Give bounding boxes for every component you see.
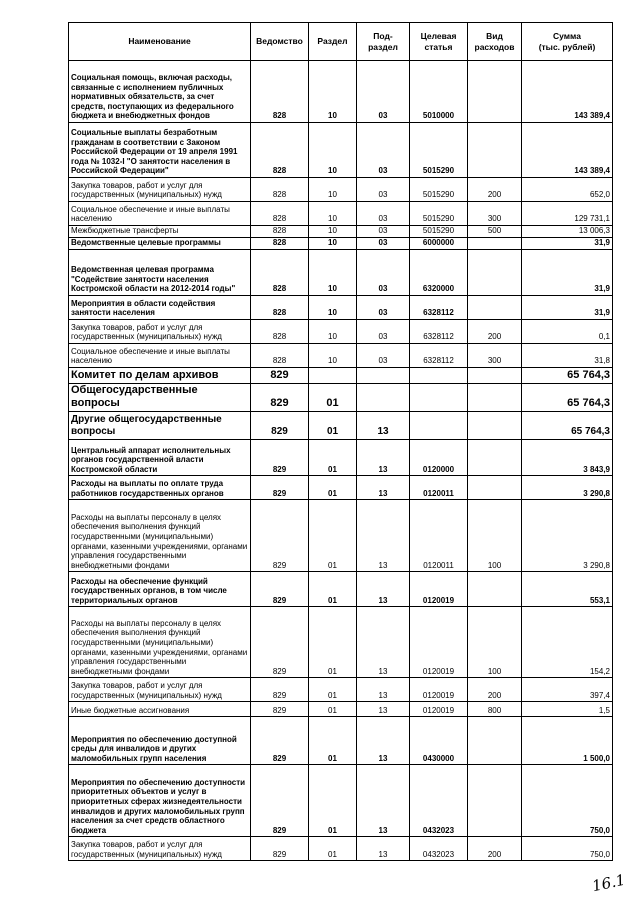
cell-name: Расходы на выплаты персоналу в целях обеспечения выполнения функций государственными (муниципальными) органами, казенными учреждениями, органами управления государственными внебюджетными фондами [69,607,251,678]
table-row [69,837,613,861]
cell-expense-type [468,296,522,320]
cell-expense-type: 300 [468,202,522,226]
cell-name: Мероприятия в области содействия занятости населения [69,296,251,320]
cell-amount: 750,0 [522,765,613,837]
table-row [69,368,613,384]
cell-subsection: 03 [357,296,410,320]
cell-subsection: 13 [357,572,410,607]
cell-subsection: 03 [357,250,410,296]
cell-expense-type [468,61,522,123]
cell-name: Мероприятия по обеспечению доступной среды для инвалидов и других маломобильных групп населения [69,717,251,765]
cell-subsection: 13 [357,702,410,717]
table-body [69,61,613,861]
cell-amount: 129 731,1 [522,202,613,226]
table-row [69,123,613,178]
cell-expense-type [468,384,522,412]
page-mark: 16.1 [590,870,627,896]
cell-amount: 65 764,3 [522,384,613,412]
cell-section: 10 [309,61,357,123]
cell-name: Социальная помощь, включая расходы, связанные с исполнением публичных нормативных обязательств, за счет средств, поступающих из федерального бюджета и внебюджетных фондов [69,61,251,123]
table-row [69,500,613,572]
header-amount: Сумма (тыс. рублей) [522,23,613,61]
cell-amount: 0,1 [522,320,613,344]
cell-section [309,368,357,384]
cell-target: 5015290 [410,178,468,202]
cell-section: 01 [309,440,357,476]
cell-target [410,412,468,440]
cell-expense-type [468,440,522,476]
cell-amount: 3 290,8 [522,500,613,572]
table-row [69,607,613,678]
cell-department: 828 [251,320,309,344]
cell-department: 828 [251,250,309,296]
header-target: Целевая статья [410,23,468,61]
cell-target: 0120000 [410,440,468,476]
table-row [69,678,613,702]
cell-department: 828 [251,202,309,226]
cell-name: Межбюджетные трансферты [69,226,251,238]
cell-amount: 31,9 [522,296,613,320]
cell-name: Иные бюджетные ассигнования [69,702,251,717]
cell-amount: 13 006,3 [522,226,613,238]
cell-expense-type: 100 [468,500,522,572]
cell-subsection: 13 [357,837,410,861]
cell-name: Расходы на выплаты по оплате труда работников государственных органов [69,476,251,500]
cell-department: 828 [251,61,309,123]
cell-name: Комитет по делам архивов [69,368,251,384]
table-row [69,320,613,344]
cell-target: 0120011 [410,500,468,572]
cell-target: 0120019 [410,702,468,717]
cell-name: Расходы на обеспечение функций государственных органов, в том числе территориальных органов [69,572,251,607]
cell-target: 0430000 [410,717,468,765]
cell-section: 10 [309,123,357,178]
cell-expense-type [468,476,522,500]
cell-subsection: 13 [357,765,410,837]
cell-section: 10 [309,344,357,368]
cell-subsection: 03 [357,178,410,202]
cell-department: 829 [251,765,309,837]
cell-department: 829 [251,678,309,702]
table-row [69,202,613,226]
header-name: Наименование [69,23,251,61]
cell-expense-type: 300 [468,344,522,368]
cell-target: 6328112 [410,296,468,320]
table-row [69,250,613,296]
cell-expense-type [468,238,522,250]
cell-department: 828 [251,344,309,368]
budget-table [68,22,613,861]
cell-department: 829 [251,837,309,861]
cell-section: 01 [309,837,357,861]
cell-amount: 652,0 [522,178,613,202]
cell-amount: 154,2 [522,607,613,678]
cell-expense-type: 200 [468,678,522,702]
cell-name: Закупка товаров, работ и услуг для государственных (муниципальных) нужд [69,837,251,861]
table-header [69,23,613,61]
table-row [69,344,613,368]
header-subsection: Под- раздел [357,23,410,61]
header-department: Ведомство [251,23,309,61]
cell-section: 10 [309,178,357,202]
cell-department: 829 [251,717,309,765]
cell-section: 01 [309,384,357,412]
table-row [69,226,613,238]
cell-amount: 1 500,0 [522,717,613,765]
cell-name: Расходы на выплаты персоналу в целях обеспечения выполнения функций государственными (муниципальными) органами, казенными учреждениями, органами управления государственными внебюджетными фондами [69,500,251,572]
table-row [69,412,613,440]
cell-section: 01 [309,765,357,837]
cell-department: 829 [251,384,309,412]
cell-target: 0432023 [410,765,468,837]
cell-amount: 397,4 [522,678,613,702]
cell-department: 829 [251,607,309,678]
cell-section: 01 [309,702,357,717]
cell-subsection: 13 [357,500,410,572]
cell-target: 5010000 [410,61,468,123]
table-row [69,238,613,250]
cell-expense-type [468,123,522,178]
cell-subsection: 03 [357,238,410,250]
cell-expense-type: 200 [468,837,522,861]
cell-section: 01 [309,572,357,607]
cell-subsection: 03 [357,226,410,238]
cell-target: 0120019 [410,572,468,607]
cell-name: Ведомственные целевые программы [69,238,251,250]
cell-name: Закупка товаров, работ и услуг для государственных (муниципальных) нужд [69,320,251,344]
cell-subsection [357,384,410,412]
cell-expense-type: 100 [468,607,522,678]
cell-name: Общегосударственные вопросы [69,384,251,412]
cell-subsection: 03 [357,320,410,344]
cell-subsection: 13 [357,717,410,765]
cell-department: 829 [251,476,309,500]
cell-section: 01 [309,678,357,702]
cell-name: Мероприятия по обеспечению доступности приоритетных объектов и услуг в приоритетных сферах жизнедеятельности инвалидов и других маломобильных групп населения за счет средств областного бюджета [69,765,251,837]
cell-target: 0120011 [410,476,468,500]
cell-subsection: 13 [357,607,410,678]
cell-name: Социальное обеспечение и иные выплаты населению [69,344,251,368]
cell-expense-type: 500 [468,226,522,238]
cell-section: 10 [309,226,357,238]
cell-target: 6320000 [410,250,468,296]
cell-section: 01 [309,607,357,678]
cell-expense-type: 800 [468,702,522,717]
cell-name: Социальное обеспечение и иные выплаты населению [69,202,251,226]
cell-target: 0120019 [410,607,468,678]
table-row [69,572,613,607]
cell-amount: 31,8 [522,344,613,368]
cell-subsection [357,368,410,384]
cell-amount: 143 389,4 [522,123,613,178]
cell-target [410,384,468,412]
cell-section: 01 [309,412,357,440]
cell-target: 6000000 [410,238,468,250]
cell-amount: 65 764,3 [522,368,613,384]
cell-target: 5015290 [410,226,468,238]
header-expense-type: Вид расходов [468,23,522,61]
cell-department: 829 [251,412,309,440]
cell-target: 0120019 [410,678,468,702]
cell-expense-type: 200 [468,178,522,202]
cell-subsection: 13 [357,440,410,476]
cell-subsection: 13 [357,678,410,702]
cell-name: Другие общегосударственные вопросы [69,412,251,440]
cell-amount: 3 290,8 [522,476,613,500]
cell-department: 829 [251,572,309,607]
cell-name: Закупка товаров, работ и услуг для государственных (муниципальных) нужд [69,178,251,202]
cell-department: 829 [251,500,309,572]
cell-section: 01 [309,500,357,572]
table-row [69,61,613,123]
cell-section: 10 [309,238,357,250]
cell-name: Ведомственная целевая программа "Содействие занятости населения Костромской области на 2012-2014 годы" [69,250,251,296]
cell-department: 828 [251,296,309,320]
cell-subsection: 03 [357,123,410,178]
cell-section: 01 [309,717,357,765]
table-row [69,765,613,837]
cell-target [410,368,468,384]
cell-department: 829 [251,368,309,384]
cell-expense-type: 200 [468,320,522,344]
cell-target: 6328112 [410,344,468,368]
table-row [69,717,613,765]
cell-subsection: 13 [357,476,410,500]
cell-amount: 3 843,9 [522,440,613,476]
cell-amount: 143 389,4 [522,61,613,123]
cell-section: 01 [309,476,357,500]
header-section: Раздел [309,23,357,61]
table-row [69,702,613,717]
cell-expense-type [468,250,522,296]
cell-subsection: 03 [357,202,410,226]
cell-department: 829 [251,440,309,476]
cell-target: 5015290 [410,202,468,226]
cell-department: 828 [251,178,309,202]
cell-amount: 31,9 [522,250,613,296]
table-row [69,384,613,412]
cell-name: Социальные выплаты безработным гражданам в соответствии с Законом Российской Федерации от 19 апреля 1991 года № 1032-I "О занятости населения в Российской Федерации" [69,123,251,178]
cell-amount: 65 764,3 [522,412,613,440]
cell-expense-type [468,368,522,384]
cell-expense-type [468,765,522,837]
cell-section: 10 [309,202,357,226]
cell-amount: 1,5 [522,702,613,717]
cell-department: 828 [251,238,309,250]
cell-target: 5015290 [410,123,468,178]
cell-name: Центральный аппарат исполнительных органов государственной власти Костромской области [69,440,251,476]
cell-amount: 553,1 [522,572,613,607]
table-row [69,440,613,476]
cell-expense-type [468,717,522,765]
cell-section: 10 [309,320,357,344]
cell-department: 828 [251,123,309,178]
cell-expense-type [468,572,522,607]
cell-amount: 750,0 [522,837,613,861]
cell-target: 6328112 [410,320,468,344]
cell-department: 828 [251,226,309,238]
cell-subsection: 03 [357,61,410,123]
cell-amount: 31,9 [522,238,613,250]
cell-subsection: 13 [357,412,410,440]
cell-name: Закупка товаров, работ и услуг для государственных (муниципальных) нужд [69,678,251,702]
cell-section: 10 [309,296,357,320]
table-row [69,178,613,202]
cell-subsection: 03 [357,344,410,368]
cell-department: 829 [251,702,309,717]
table-row [69,476,613,500]
cell-target: 0432023 [410,837,468,861]
table-row [69,296,613,320]
cell-expense-type [468,412,522,440]
cell-section: 10 [309,250,357,296]
